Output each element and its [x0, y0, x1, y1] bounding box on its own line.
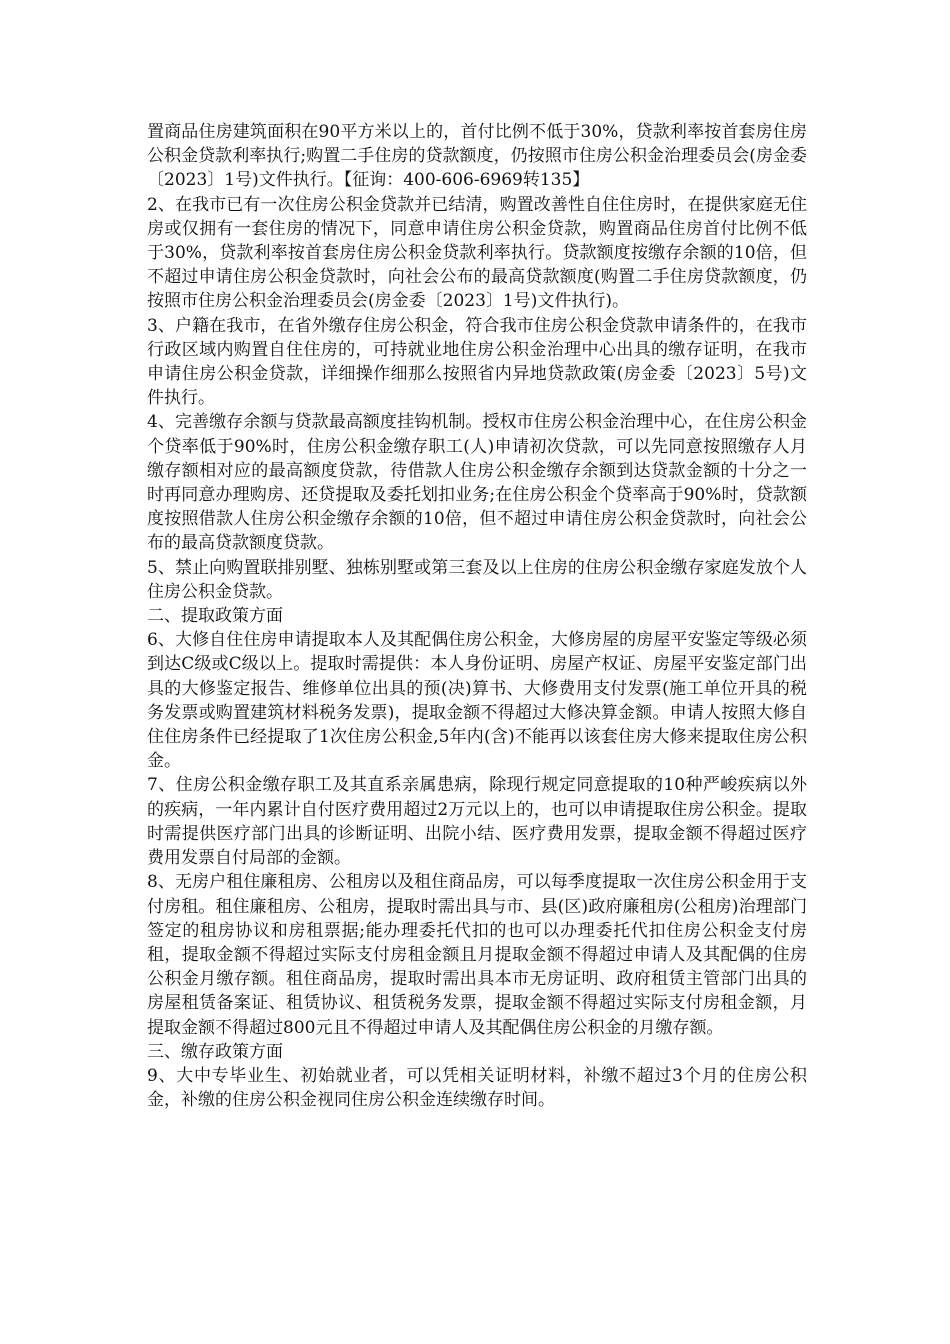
paragraph-5: 5、禁止向购置联排别墅、独栋别墅或第三套及以上住房的住房公积金缴存家庭发放个人住房公积金贷款。	[147, 557, 807, 602]
paragraph-1: 置商品住房建筑面积在90平方米以上的，首付比例不低于30%，贷款利率按首套房住房公积金贷款利率执行;购置二手住房的贷款额度，仍按照市住房公积金治理委员会(房金委〔2023〕1号)文件执行。【征询：400-606-6969转135】	[147, 122, 807, 191]
paragraph-9: 9、大中专毕业生、初始就业者，可以凭相关证明材料，补缴不超过3个月的住房公积金，补缴的住房公积金视同住房公积金连续缴存时间。	[147, 1065, 807, 1111]
paragraph-6: 6、大修自住住房申请提取本人及其配偶住房公积金，大修房屋的房屋平安鉴定等级必须到达C级或C级以上。提取时需提供：本人身份证明、房屋产权证、房屋平安鉴定部门出具的大修鉴定报告、维修单位出具的预(决)算书、大修费用支付发票(施工单位开具的税务发票或购置建筑材料税务发票)，提取金额不得超过大修决算金额。申请人按照大修自住住房条件已经提取了1次住房公积金,5年内(含)不能再以该套住房大修来提取住房公积金。	[147, 630, 807, 772]
section-heading-withdrawal: 二、提取政策方面	[147, 606, 283, 627]
section-heading-deposit: 三、缴存政策方面	[147, 1041, 283, 1062]
paragraph-7: 7、住房公积金缴存职工及其直系亲属患病，除现行规定同意提取的10种严峻疾病以外的疾病，一年内累计自付医疗费用超过2万元以上的，也可以申请提取住房公积金。提取时需提供医疗部门出具的诊断证明、出院小结、医疗费用发票，提取金额不得超过医疗费用发票自付局部的金额。	[147, 775, 807, 869]
paragraph-2: 2、在我市已有一次住房公积金贷款并已结清，购置改善性自住住房时，在提供家庭无住房或仅拥有一套住房的情况下，同意申请住房公积金贷款，购置商品住房首付比例不低于30%，贷款利率按首套房住房公积金贷款利率执行。贷款额度按缴存余额的10倍，但不超过申请住房公积金贷款时，向社会公布的最高贷款额度(购置二手住房贷款额度，仍按照市住房公积金治理委员会(房金委〔2023〕1号)文件执行)。	[147, 194, 807, 312]
document-page	[147, 120, 807, 1112]
paragraph-4: 4、完善缴存余额与贷款最高额度挂钩机制。授权市住房公积金治理中心，在住房公积金个贷率低于90%时，住房公积金缴存职工(人)申请初次贷款，可以先同意按照缴存人月缴存额相对应的最高额度贷款，待借款人住房公积金缴存余额到达贷款金额的十分之一时再同意办理购房、还贷提取及委托划扣业务;在住房公积金个贷率高于90%时，贷款额度按照借款人住房公积金缴存余额的10倍，但不超过申请住房公积金贷款时，向社会公布的最高贷款额度贷款。	[147, 412, 807, 554]
paragraph-3: 3、户籍在我市，在省外缴存住房公积金，符合我市住房公积金贷款申请条件的，在我市行政区域内购置自住住房的，可持就业地住房公积金治理中心出具的缴存证明，在我市申请住房公积金贷款，详细操作细那么按照省内异地贷款政策(房金委〔2023〕5号)文件执行。	[147, 315, 807, 409]
paragraph-8: 8、无房户租住廉租房、公租房以及租住商品房，可以每季度提取一次住房公积金用于支付房租。租住廉租房、公租房，提取时需出具与市、县(区)政府廉租房(公租房)治理部门签定的租房协议和房租票据;能办理委托代扣的也可以办理委托代扣住房公积金支付房租，提取金额不得超过实际支付房租金额且月提取金额不得超过申请人及其配偶的住房公积金月缴存额。租住商品房，提取时需出具本市无房证明、政府租赁主管部门出具的房屋租赁备案证、租赁协议、租赁税务发票，提取金额不得超过实际支付房租金额，月提取金额不得超过800元且不得超过申请人及其配偶住房公积金的月缴存额。	[147, 872, 807, 1038]
